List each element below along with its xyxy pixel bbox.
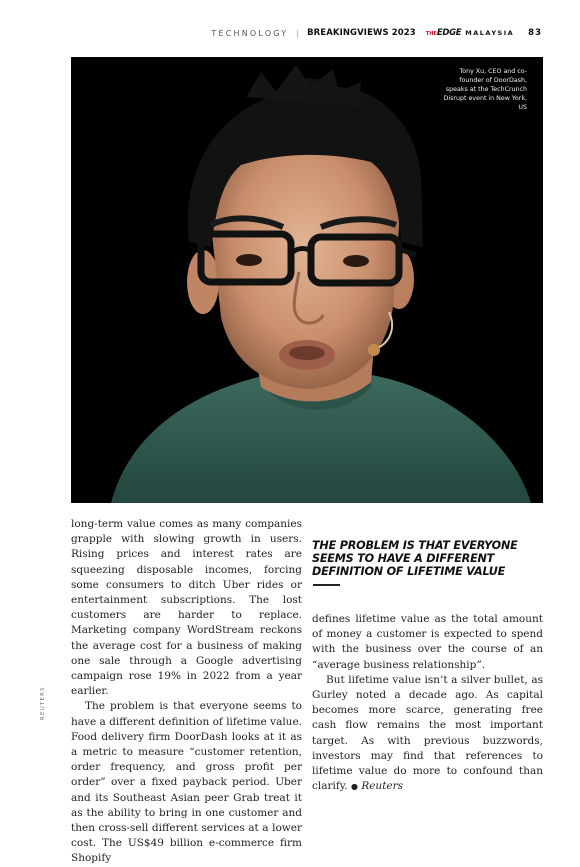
article-left-column (71, 517, 302, 867)
logo-edge: EDGE (436, 28, 462, 38)
article-paragraph: defines lifetime value as the total amount of money a customer is expected to spend with the business over the course of an “average business relationship”. (312, 613, 543, 671)
signoff: Reuters (361, 780, 404, 793)
article-paragraph-text: But lifetime value isn’t a silver bullet, as Gurley noted a decade ago. As capital becomes more scarce, generating free cash flow remains the most important target. As with previous buzzwords, investors may find that references to lifetime value do more to confound than clarify. (312, 673, 543, 793)
page-number: 83 (528, 28, 542, 38)
header-separator: | (296, 28, 300, 38)
article-right-column (312, 612, 543, 794)
section-label: TECHNOLOGY (211, 28, 289, 38)
logo-country: MALAYSIA (465, 29, 515, 37)
end-mark-icon: ● (350, 782, 358, 792)
page-header (211, 28, 542, 38)
logo-the: THE (425, 31, 437, 37)
article-final-paragraph (312, 673, 543, 795)
photo-caption: Tony Xu, CEO and co-founder of DoorDash, speaks at the TechCrunch Disrupt event in New York, US (443, 68, 527, 111)
publication-title: BREAKINGVIEWS 2023 (307, 28, 416, 38)
photo-credit: REUTERS (40, 686, 46, 720)
portrait-illustration (71, 57, 543, 503)
portrait-photo (71, 57, 543, 503)
article-paragraph: long-term value comes as many companies grapple with slowing growth in users. Rising prices and interest rates are squeezing disposable incomes, forcing some consumers to ditch Uber rides or entertainment subscriptions. The lost customers are harder to replace. Marketing company WordStream reckons the average cost for a business of making one sale through a Google advertising campaign rose 19% in 2022 from a year earlier. (71, 518, 302, 698)
pull-quote-rule (313, 584, 340, 586)
article-paragraph: The problem is that everyone seems to have a different definition of lifetime value. Food delivery firm DoorDash looks at it as a metric to measure “customer retention, order frequency, and gross profit per order” over a fixed payback period. Uber and its Southeast Asian peer Grab treat it as the ability to bring in one customer and then cross-sell different services at a lower cost. The US$49 billion e-commerce firm Shopify (71, 700, 302, 865)
the-edge-logo (426, 28, 514, 38)
pull-quote: THE PROBLEM IS THAT EVERYONE SEEMS TO HAVE A DIFFERENT DEFINITION OF LIFETIME VALUE (312, 539, 518, 578)
